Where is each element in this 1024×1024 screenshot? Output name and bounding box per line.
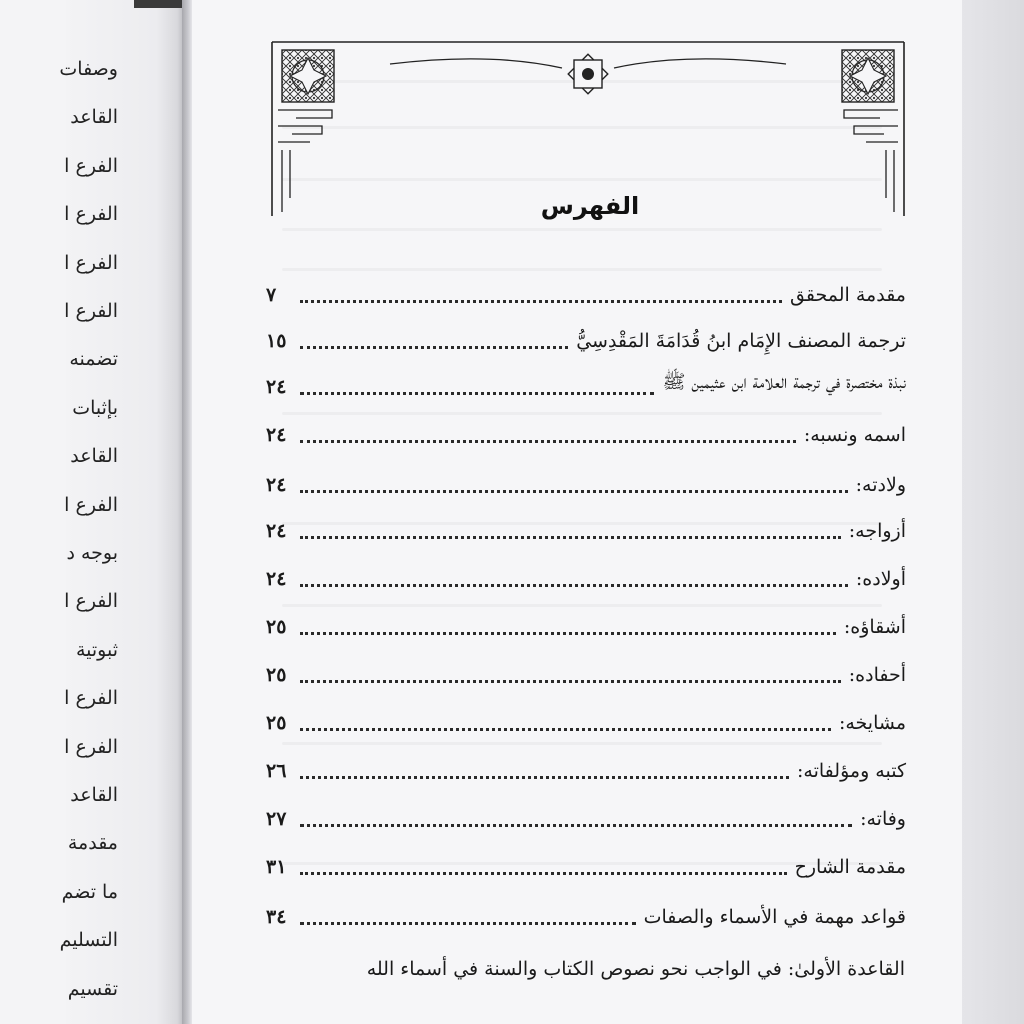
- toc-entry-label: مقدمة الشارح: [794, 856, 906, 878]
- toc-entry-label: نبذة مختصرة في ترجمة العلامة ابن عثيمين ﷺ: [662, 371, 906, 393]
- toc-entry: [262, 748, 906, 788]
- toc-leader-dots: [300, 300, 782, 303]
- toc-entry-page: ٢٤: [266, 376, 287, 398]
- toc-entry-label: ترجمة المصنف الإِمَام ابنُ قُدَامَةَ المَقْدِسِيُّ: [576, 330, 906, 352]
- geometric-lattice-icon: [282, 50, 334, 102]
- toc-entry-page: ٢٤: [266, 424, 287, 446]
- toc-entry: [262, 604, 906, 644]
- toc-entry-page: ٢٥: [266, 664, 287, 686]
- toc-entry-page: ٣٤: [266, 906, 287, 928]
- toc-entry: [262, 364, 906, 404]
- toc-entry: [262, 652, 906, 692]
- toc-entry: [262, 844, 906, 884]
- show-through-line: [282, 268, 882, 271]
- left-page-line: الفرع ا: [64, 493, 118, 516]
- toc-entry-label: ولادته:: [855, 474, 906, 496]
- toc-entry: [262, 508, 906, 548]
- toc-entry-label: مقدمة المحقق: [790, 284, 906, 306]
- toc-entry-label: قواعد مهمة في الأسماء والصفات: [643, 906, 906, 928]
- toc-entry-page: ٢٥: [266, 712, 287, 734]
- octagram-ornament-icon: [568, 54, 608, 94]
- toc-leader-dots: [300, 680, 841, 683]
- left-page-line: بإثبات: [72, 396, 118, 419]
- toc-entry-label: وفاته:: [860, 808, 906, 830]
- show-through-line: [282, 742, 882, 745]
- toc-entry: [262, 556, 906, 596]
- left-page-line: الفرع ا: [64, 203, 118, 226]
- toc-leader-dots: [300, 872, 787, 875]
- book-gutter: [182, 0, 192, 1024]
- left-page-line: الفرع ا: [64, 251, 118, 274]
- toc-entry-label: أولاده:: [855, 568, 906, 590]
- toc-entry-label: مشايخه:: [838, 712, 906, 734]
- toc-entry-label: أحفاده:: [848, 664, 906, 686]
- toc-entry-page: ٧: [266, 284, 277, 306]
- left-margin: [0, 0, 66, 1024]
- toc-leader-dots: [300, 392, 654, 395]
- left-page-line: الفرع ا: [64, 154, 118, 177]
- toc-entry-page: ١٥: [266, 330, 287, 352]
- left-page-line: التسليم: [59, 929, 118, 952]
- toc-leader-dots: [300, 922, 636, 925]
- left-page-line: القاعد: [70, 445, 118, 468]
- toc-entry-page: ٢٥: [266, 616, 287, 638]
- toc-entry: [262, 272, 906, 312]
- left-page-line: وصفات: [59, 58, 118, 80]
- geometric-lattice-icon: [842, 50, 894, 102]
- left-page-line: الفرع ا: [64, 590, 118, 613]
- toc-entry: [262, 318, 906, 358]
- left-page-line: الفرع ا: [64, 735, 118, 758]
- toc-leader-dots: [300, 632, 836, 635]
- toc-leader-dots: [300, 440, 796, 443]
- toc-entry-label: أشقاؤه:: [843, 616, 906, 638]
- toc-leader-dots: [300, 728, 831, 731]
- toc-leader-dots: [300, 490, 848, 493]
- toc-entry-label: كتبه ومؤلفاته:: [797, 760, 906, 782]
- toc-entry: [262, 894, 906, 934]
- left-page-line: الفرع ا: [64, 300, 118, 322]
- show-through-line: [282, 228, 882, 231]
- left-page-line: ما تضم: [61, 880, 118, 903]
- toc-entry-label: أزواجه:: [848, 520, 906, 542]
- toc-entry: [262, 796, 906, 836]
- toc-entry: [262, 462, 906, 502]
- left-page-line: مقدمة: [67, 832, 118, 855]
- toc-leader-dots: [300, 824, 852, 827]
- left-page: [59, 0, 182, 1024]
- toc-entry: [262, 412, 906, 452]
- toc-entry-label: اسمه ونسبه:: [803, 424, 906, 446]
- toc-entry-page: ٢٤: [266, 520, 287, 542]
- toc-entry-page: ٢٤: [266, 568, 287, 590]
- toc-entry-page: ٢٦: [266, 760, 287, 782]
- toc-title: الفهرس: [540, 192, 640, 220]
- toc-leader-dots: [300, 584, 848, 587]
- toc-leader-dots: [300, 346, 568, 349]
- left-page-line: تقسيم: [67, 977, 118, 1000]
- toc-entry-page: ٢٧: [266, 808, 287, 830]
- toc-final-line: القاعدة الأولىٰ: في الواجب نحو نصوص الكتاب والسنة في أسماء الله: [366, 958, 905, 980]
- toc-entry-page: ٣١: [266, 856, 287, 878]
- toc-leader-dots: [300, 776, 789, 779]
- left-page-line: الفرع ا: [64, 687, 118, 710]
- toc-leader-dots: [300, 536, 841, 539]
- page-edge-background: [962, 0, 1024, 1024]
- toc-entry-page: ٢٤: [266, 474, 287, 496]
- left-page-line: بوجه د: [66, 542, 118, 564]
- toc-entry: [262, 700, 906, 740]
- left-page-line: القاعد: [70, 106, 118, 129]
- left-page-line: تضمنه: [69, 348, 118, 371]
- left-page-line: ثبوتية: [75, 638, 118, 661]
- left-page-corner-band: [134, 0, 182, 8]
- left-page-line: القاعد: [70, 784, 118, 806]
